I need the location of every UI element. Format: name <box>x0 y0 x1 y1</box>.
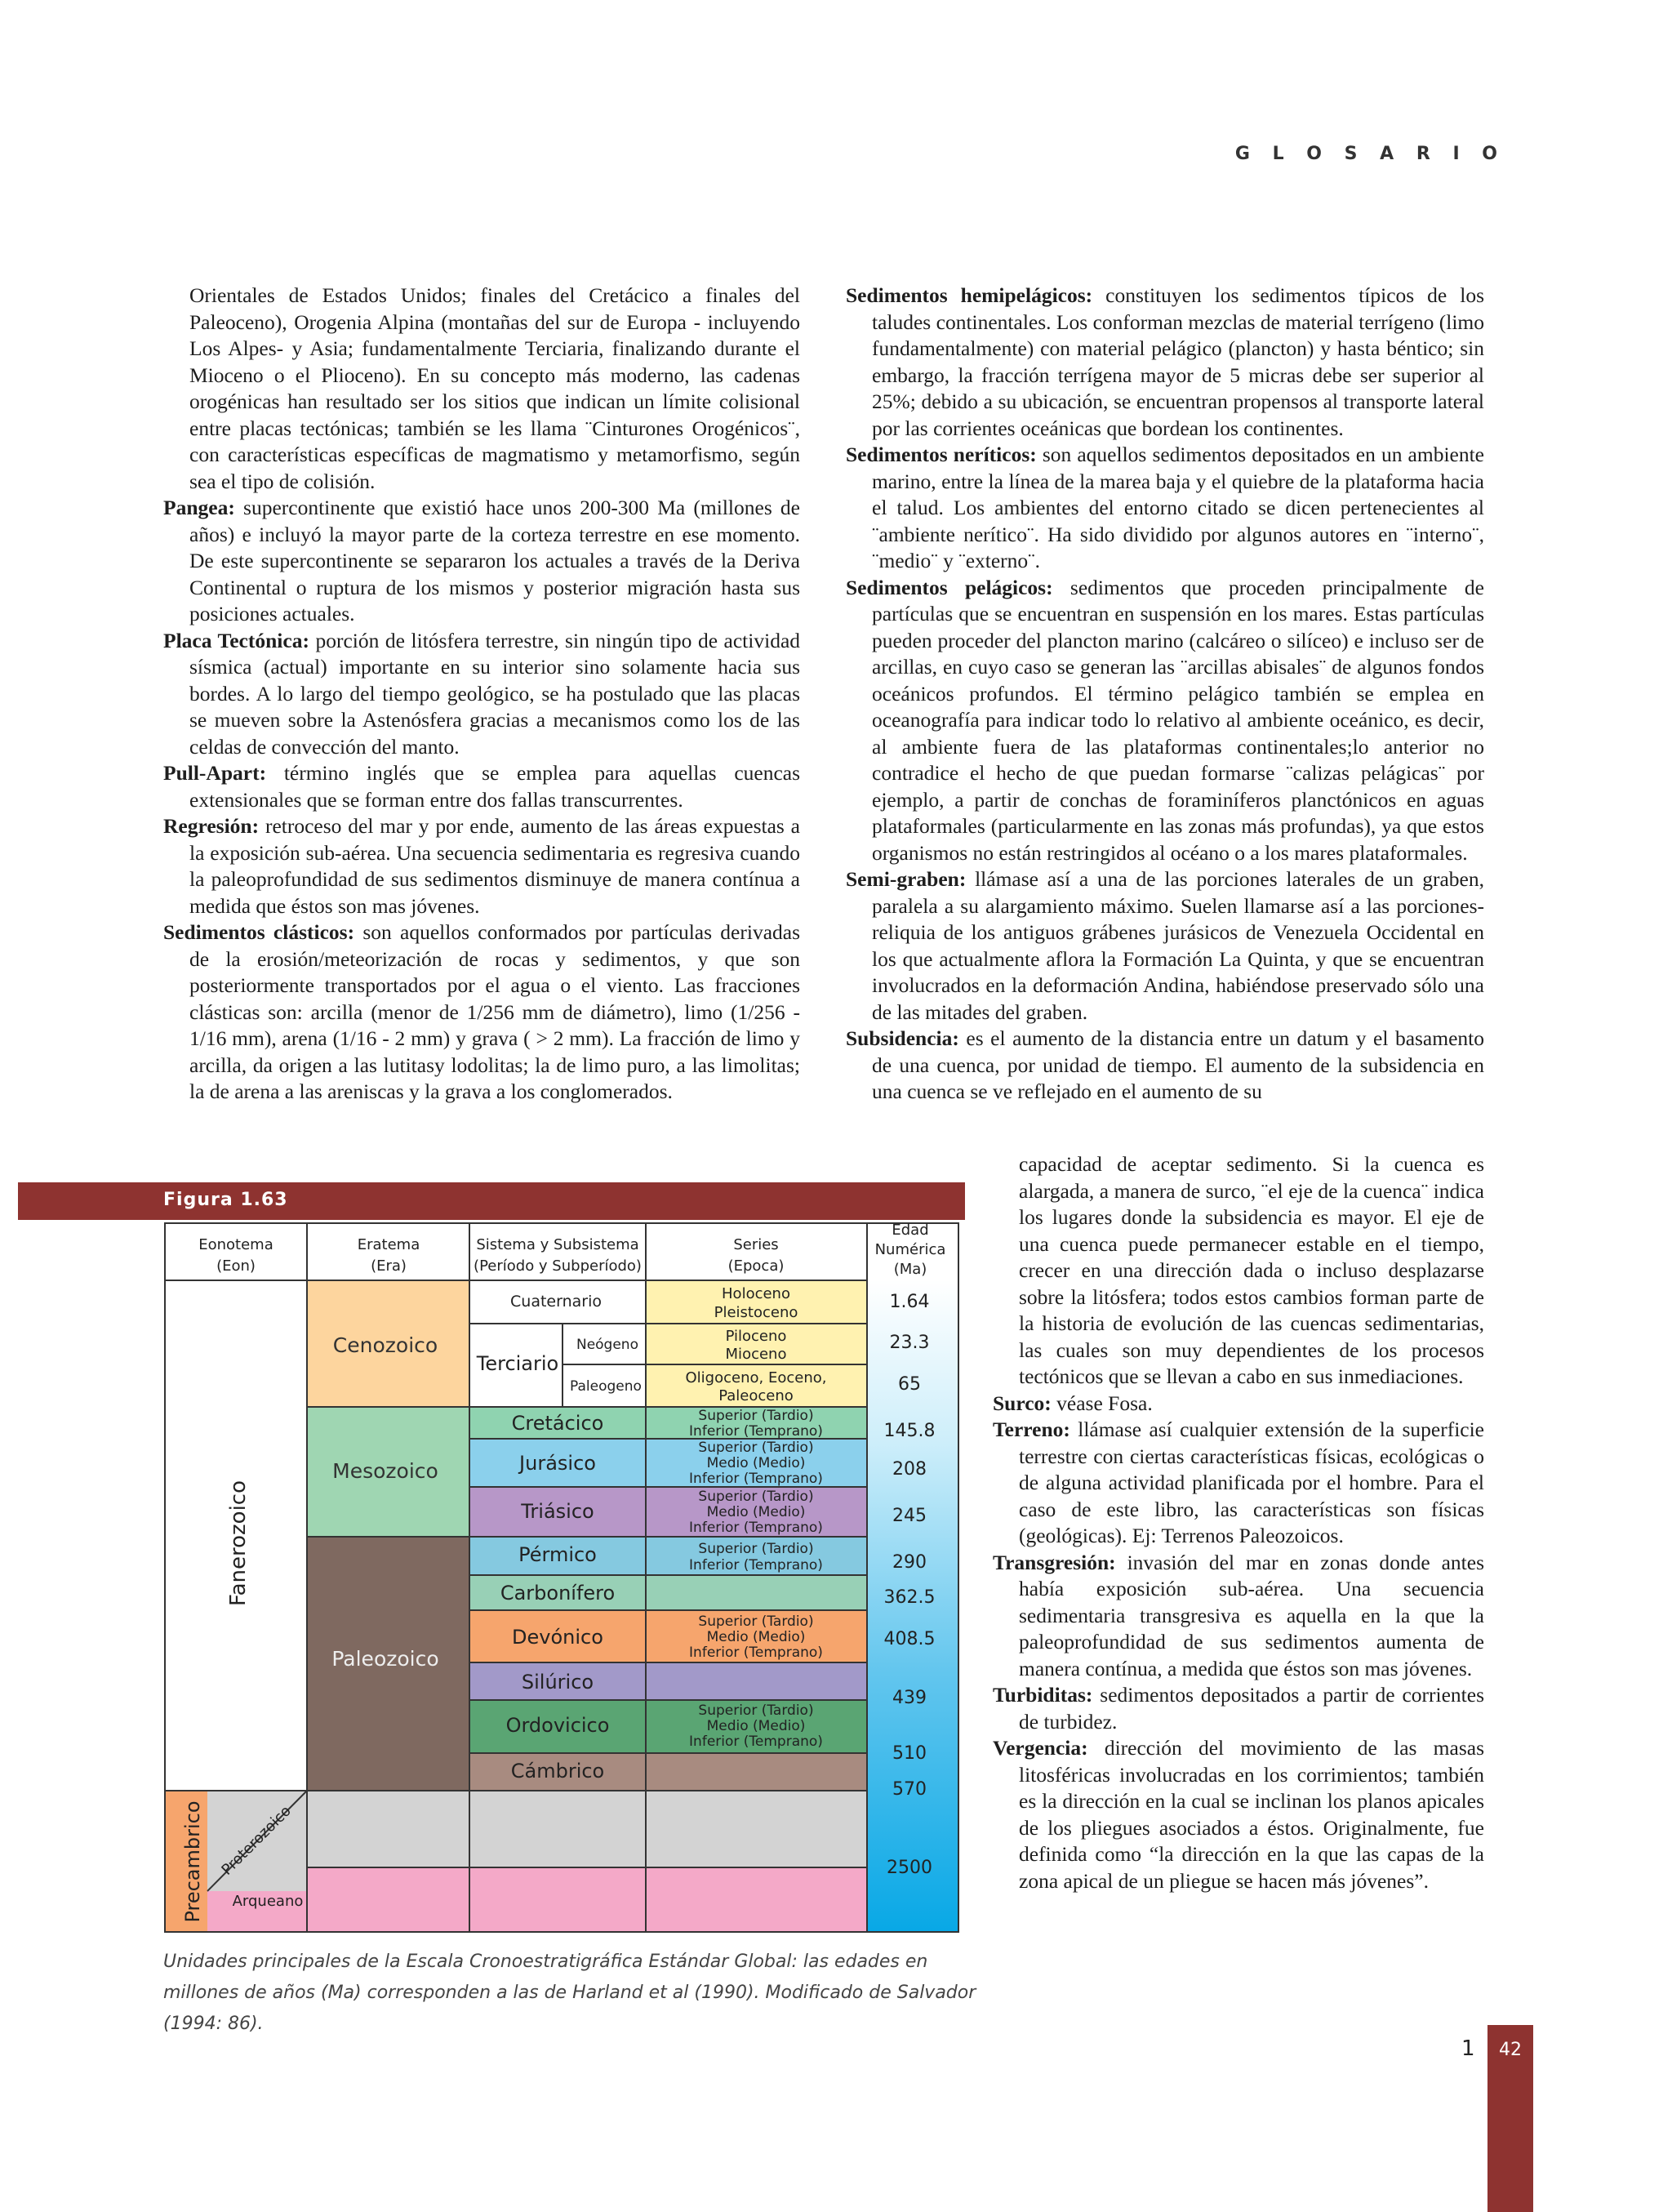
system-cuaternario: Cuaternario <box>510 1293 602 1311</box>
entry-term: Placa Tectónica: <box>163 628 309 652</box>
series-triasico-superior: Superior (Tardio) <box>698 1489 814 1505</box>
age-value: 510 <box>892 1743 927 1764</box>
system-permico: Pérmico <box>518 1543 597 1566</box>
header-eon-sub: (Eon) <box>216 1257 256 1275</box>
eon-proterozoico: Proterozoico <box>218 1802 295 1879</box>
entry-definition: término inglés que se emplea para aquellas cuencas extensionales que se forman entre dos fallas transcurrentes. <box>189 761 801 812</box>
header-age-sub1: Numérica <box>874 1241 946 1258</box>
series-cretacico-inferior: Inferior (Temprano) <box>689 1423 823 1440</box>
system-carbonifero: Carbonífero <box>500 1582 616 1604</box>
entry-definition: invasión del mar en zonas donde antes había exposición sub-aérea. Una secuencia sedimentaria transgresiva es aquella en la que la paleoprofundidad de sus sedimentos aumenta de manera contínua, a medida que éstos son mas jóvenes. <box>1019 1550 1484 1680</box>
subsidencia-continued: capacidad de aceptar sedimento. Si la cuenca es alargada, a manera de surco, ¨el eje de la cuenca¨ indica los lugares donde la subsidencia es mayor. El eje de una cuenca puede permanecer estable en el tiempo, crecer en una dirección dada o incluso desplazarse sobre la litósfera; todos estos cambios forman parte de la historia de evolución de las cuencas sedimentarias, las cuales son muy dependientes de los procesos tectónicos que se llevan a cabo en sus inmediaciones. <box>1019 1152 1484 1388</box>
entry-term: Regresión: <box>163 814 260 838</box>
entry-definition: porción de litósfera terrestre, sin ningún tipo de actividad sísmica (actual) importante en su interior sino solamente hacia sus bordes. A lo largo del tiempo geológico, se ha postulado que las placas se mueven sobre la Astenósfera gracias a mecanismos como los de las celdas de convección del manto. <box>189 628 801 759</box>
chart-headers <box>198 1222 945 1278</box>
continued-paragraph: Orientales de Estados Unidos; finales del Cretácico a finales del Paleoceno), Orogenia Alpina (montañas del sur de Europa - incluyendo Los Alpes- y Asia; fundamentalmente Terciaria, finalizando durante el Mioceno o el Plioceno). En su concepto más moderno, las cadenas orogénicas han resultado ser los sitios que indican un límite colisional entre placas tectónicas; también se les llama ¨Cinturones Orogénicos¨, con características específicas de magmatismo y metamorfismo, según sea el tipo de colisión. <box>189 283 800 493</box>
series-devonico-superior: Superior (Tardio) <box>698 1613 814 1630</box>
header-series-sub: (Epoca) <box>727 1257 785 1275</box>
entry-definition: llámase así a una de las porciones laterales de un graben, paralela a su alargamiento máximo. Suelen llamarse así a las porciones-reliquia de los antiguos grábenes jurásicos de Venezuela Occidental en los que actualmente aflora la Formación La Quinta, y que se encuentran involucrados en la deformación Andina, habiéndose preservado sólo una de las mitades del graben. <box>872 867 1485 1024</box>
series-paleoceno: Paleoceno <box>718 1387 794 1404</box>
header-series: Series <box>733 1236 779 1253</box>
eon-precambrico: Precambrico <box>181 1800 204 1923</box>
series-mioceno: Mioceno <box>725 1346 787 1363</box>
figure-caption: Unidades principales de la Escala Cronoestratigráfica Estándar Global: las edades en millones de años (Ma) corresponden a las de Harland et al (1990). Modificado de Salvador (1994: 86). <box>163 1952 976 2034</box>
entry-definition: constituyen los sedimentos típicos de los taludes continentales. Los conforman mezclas de material terrígeno (limo fundamentalmente) con material pelágico (plancton) y hasta béntico; sin embargo, la fracción terrígena mayor de 5 micras debe ser superior al 25%; debido a su ubicación, se encuentran propensos al transporte lateral por las corrientes oceánicas que bordean los continentes. <box>872 283 1485 440</box>
entry-definition: son aquellos sedimentos depositados en un ambiente marino, entre la línea de la marea baja y el quiebre de la plataforma hacia el talud. Los ambientes del entorno citado se dicen pertenecientes al ¨ambiente nerítico¨. Ha sido dividido por algunos autores en ¨interno¨, ¨medio¨ y ¨externo¨. <box>872 443 1484 572</box>
era-mesozoico: Mesozoico <box>332 1459 438 1483</box>
header-eon: Eonotema <box>198 1236 273 1253</box>
series-devonico-medio: Medio (Medio) <box>706 1629 806 1645</box>
age-value: 145.8 <box>883 1421 936 1441</box>
entry-definition: es el aumento de la distancia entre un datum y el basamento de una cuenca, por unidad de tiempo. El aumento de la subsidencia en una cuenca se ve reflejado en el aumento de su <box>872 1026 1484 1103</box>
entry-definition: llámase así cualquier extensión de la superficie terrestre con ciertas características físicas, ecológicas o de alguna actividad planificada por el hombre. Para el caso de este libro, las características son físicas (geológicas). Ej: Terrenos Paleozoicos. <box>1019 1418 1484 1547</box>
entry-term: Surco: <box>993 1391 1052 1415</box>
entry-term: Terreno: <box>993 1418 1070 1441</box>
age-value: 570 <box>892 1779 927 1800</box>
series-devonico-inferior: Inferior (Temprano) <box>689 1645 823 1661</box>
chapter-number: 1 <box>1461 2036 1475 2061</box>
age-value: 245 <box>892 1506 927 1526</box>
subsystem-neogeno: Neógeno <box>576 1337 639 1353</box>
series-jurasico-superior: Superior (Tardio) <box>698 1440 814 1456</box>
header-era: Eratema <box>357 1236 420 1253</box>
series-pleistoceno: Pleistoceno <box>714 1304 798 1321</box>
series-triasico-inferior: Inferior (Temprano) <box>689 1520 823 1536</box>
series-jurasico-inferior: Inferior (Temprano) <box>689 1471 823 1487</box>
series-permico-superior: Superior (Tardio) <box>698 1541 814 1557</box>
header-system: Sistema y Subsistema <box>476 1236 639 1253</box>
system-terciario: Terciario <box>476 1352 559 1375</box>
series-ordovicico-superior: Superior (Tardio) <box>698 1702 814 1719</box>
system-ordovicico: Ordovicico <box>505 1714 610 1737</box>
era-cenozoico: Cenozoico <box>332 1333 438 1357</box>
entry-term: Pangea: <box>163 496 235 519</box>
proterozoic-row-cell <box>307 1791 867 1867</box>
header-era-sub: (Era) <box>371 1257 407 1275</box>
entry-term: Sedimentos clásticos: <box>163 920 355 944</box>
age-value: 208 <box>892 1459 927 1480</box>
system-jurasico: Jurásico <box>519 1452 596 1475</box>
age-value: 290 <box>892 1552 927 1573</box>
entry-term: Sedimentos neríticos: <box>846 443 1037 466</box>
system-devonico: Devónico <box>512 1626 603 1649</box>
system-cretacico: Cretácico <box>511 1412 604 1435</box>
eon-fanerozoico: Fanerozoico <box>226 1480 251 1606</box>
system-cambrico: Cámbrico <box>510 1760 605 1783</box>
system-silurico: Silúrico <box>521 1671 594 1693</box>
era-paleozoico: Paleozoico <box>331 1647 439 1671</box>
series-holoceno: Holoceno <box>722 1285 790 1302</box>
entry-term: Transgresión: <box>993 1550 1116 1574</box>
series-jurasico-medio: Medio (Medio) <box>706 1455 806 1471</box>
series-triasico-medio: Medio (Medio) <box>706 1504 806 1520</box>
entry-definition: son aquellos conformados por partículas derivadas de la erosión/meteorización de rocas y sedimentos, y que son posteriormente transportados por el agua o el viento. Las fracciones clásticas son: arcilla (menor de 1/256 mm de diámetro), limo (1/256 - 1/16 mm), arena (1/16 - 2 mm) y grava ( > 2 mm). La fracción de limo y arcilla, da origen a las lutitasy lodolitas; la de limo puro, a las limolitas; la de arena a las areniscas y la grava a los conglomerados. <box>189 920 801 1103</box>
series-oligoceno-eoceno: Oligoceno, Eoceno, <box>685 1369 827 1386</box>
series-ordovicico-medio: Medio (Medio) <box>706 1718 806 1734</box>
page-number: 42 <box>1499 2040 1522 2060</box>
entry-definition: retroceso del mar y por ende, aumento de las áreas expuestas a la exposición sub-aérea. Una secuencia sedimentaria es regresiva cuando la paleoprofundidad de sus sedimentos disminuye de manera contínua a medida que éstos son mas jóvenes. <box>189 814 800 918</box>
figure-label: Figura 1.63 <box>163 1190 288 1210</box>
age-value: 2500 <box>887 1858 932 1878</box>
entry-term: Subsidencia: <box>846 1026 959 1050</box>
header-age-sub2: (Ma) <box>893 1261 927 1278</box>
series-cretacico-superior: Superior (Tardio) <box>698 1408 814 1424</box>
entry-term: Pull-Apart: <box>163 761 267 785</box>
header-system-sub: (Período y Subperíodo) <box>474 1257 642 1275</box>
age-value: 23.3 <box>889 1333 930 1353</box>
entry-term: Vergencia: <box>993 1736 1088 1760</box>
entry-definition: sedimentos depositados a partir de corrientes de turbidez. <box>1019 1683 1485 1734</box>
entry-definition: dirección del movimiento de las masas litosféricas involucradas en los corrimientos; también es la dirección en la cual se inclinan los planos apicales de los pliegues asociados a éstos. Originalmente, fue definida como “la dirección en la que las capas de la zona apical de un pliegue se hacen más jóvenes”. <box>1019 1736 1484 1893</box>
entry-definition: véase Fosa. <box>1056 1391 1153 1415</box>
entry-term: Sedimentos hemipelágicos: <box>846 283 1093 307</box>
series-piloceno: Piloceno <box>725 1328 787 1345</box>
header-age: Edad <box>892 1222 929 1239</box>
series-permico-inferior: Inferior (Temprano) <box>689 1557 823 1573</box>
entry-term: Turbiditas: <box>993 1683 1093 1707</box>
age-value: 65 <box>898 1374 921 1395</box>
series-ordovicico-inferior: Inferior (Temprano) <box>689 1734 823 1750</box>
entry-term: Semi-graben: <box>846 867 967 891</box>
age-value: 439 <box>892 1688 927 1708</box>
system-triasico: Triásico <box>521 1500 594 1523</box>
age-value: 362.5 <box>883 1587 936 1608</box>
entry-definition: sedimentos que proceden principalmente de partículas que se encuentran en suspensión en los mares. Estas partículas pueden proceder del plancton marino (calcáreo o silíceo) e incluso ser de arcillas, en cuyo caso se generan las ¨arcillas abisales¨ de algunos fondos oceánicos profundos. El término pelágico también se emplea en oceanografía para indicar todo lo relativo al ambiente oceánico, es decir, al ambiente fuera de las plataformas continentales;lo anterior no contradice el hecho de que puedan formarse ¨calizas pelágicas¨ por ejemplo, a partir de conchas de foraminíferos planctónicos en aguas plataformales (particularmente en las zonas más profundas), ya que estos organismos no están restringidos al océano o a los mares plataformales. <box>872 575 1485 865</box>
age-value: 1.64 <box>889 1292 930 1312</box>
entry-definition: supercontinente que existió hace unos 200-300 Ma (millones de años) e incluyó la mayor parte de la corteza terrestre en ese momento. De este supercontinente se separaron los actuales a través de la Deriva Continental o ruptura de los mismos y posterior migración hasta sus posiciones actuales. <box>189 496 800 625</box>
subsystem-paleogeno: Paleogeno <box>570 1378 642 1395</box>
archean-row-cell <box>307 1867 867 1932</box>
entry-term: Sedimentos pelágicos: <box>846 575 1053 599</box>
eon-arqueano: Arqueano <box>232 1893 304 1910</box>
age-value: 408.5 <box>883 1629 936 1649</box>
section-header: G L O S A R I O <box>1234 144 1505 164</box>
